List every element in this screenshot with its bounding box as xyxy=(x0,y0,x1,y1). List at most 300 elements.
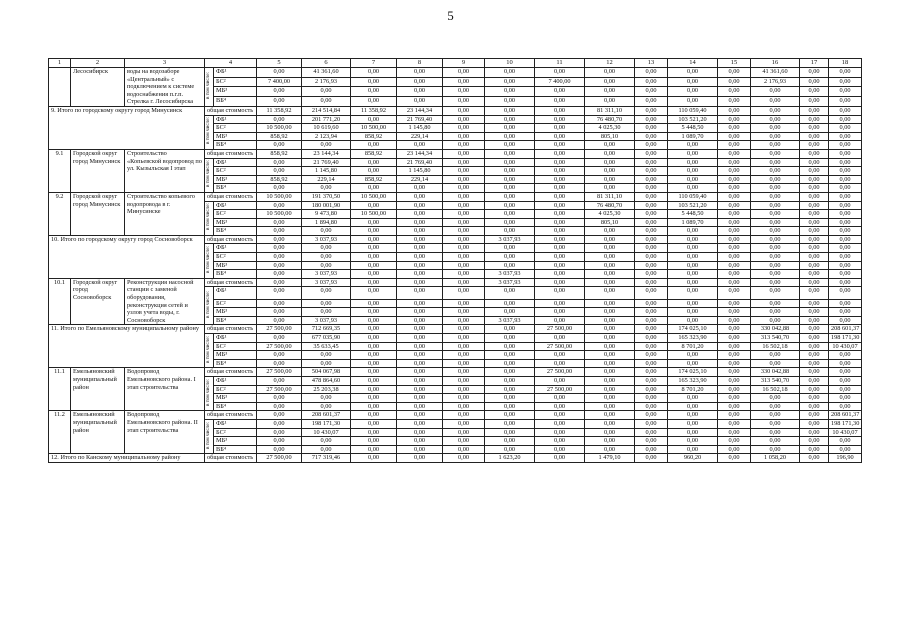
value-cell: 0,00 xyxy=(635,87,668,97)
value-cell: 0,00 xyxy=(800,411,829,420)
value-cell: 0,00 xyxy=(485,97,535,107)
item-number: 11.1 xyxy=(49,368,71,411)
value-cell: 0,00 xyxy=(485,342,535,351)
value-cell: 0,00 xyxy=(800,278,829,287)
value-cell: 0,00 xyxy=(351,115,397,124)
value-cell: 0,00 xyxy=(829,437,862,446)
value-cell: 0,00 xyxy=(829,287,862,299)
value-cell: 0,00 xyxy=(718,106,751,115)
header-cell: 13 xyxy=(635,59,668,68)
value-cell: 0,00 xyxy=(585,77,635,87)
value-cell: 712 669,35 xyxy=(302,325,351,334)
value-cell: 717 319,46 xyxy=(302,454,351,463)
value-cell: 0,00 xyxy=(718,385,751,394)
table-row xyxy=(49,192,862,201)
value-cell: 0,00 xyxy=(718,411,751,420)
value-cell: 0,00 xyxy=(718,210,751,219)
value-cell: 0,00 xyxy=(257,158,302,167)
item-number: 9.1 xyxy=(49,149,71,192)
value-cell: 0,00 xyxy=(751,124,800,133)
value-cell: 0,00 xyxy=(751,115,800,124)
rotated-label-text: в том числе: xyxy=(205,160,212,188)
rotated-label-text: в том числе: xyxy=(205,117,212,145)
funding-source: ФБ¹ xyxy=(214,158,257,167)
value-cell: 0,00 xyxy=(351,287,397,299)
header-cell: 18 xyxy=(829,59,862,68)
value-cell: 0,00 xyxy=(535,270,585,279)
item-number: 10.1 xyxy=(49,278,71,325)
table-row xyxy=(49,454,862,463)
value-cell: 0,00 xyxy=(443,77,485,87)
value-cell: 0,00 xyxy=(585,261,635,270)
rotated-label-text: в том числе: xyxy=(205,378,212,406)
header-cell: 4 xyxy=(205,59,257,68)
value-cell: 0,00 xyxy=(535,227,585,236)
value-cell: 0,00 xyxy=(485,445,535,454)
value-cell: 229,14 xyxy=(397,175,443,184)
value-cell: 0,00 xyxy=(585,141,635,150)
funding-source: общая стоимость xyxy=(205,454,257,463)
value-cell: 0,00 xyxy=(485,402,535,411)
value-cell: 208 601,37 xyxy=(829,325,862,334)
value-cell: 23 144,34 xyxy=(397,149,443,158)
value-cell: 0,00 xyxy=(751,141,800,150)
value-cell: 0,00 xyxy=(535,175,585,184)
value-cell: 0,00 xyxy=(351,77,397,87)
value-cell: 0,00 xyxy=(535,308,585,317)
value-cell: 0,00 xyxy=(585,385,635,394)
value-cell: 0,00 xyxy=(443,253,485,262)
value-cell: 0,00 xyxy=(585,87,635,97)
value-cell: 0,00 xyxy=(397,342,443,351)
value-cell: 0,00 xyxy=(718,68,751,78)
value-cell: 0,00 xyxy=(257,87,302,97)
value-cell: 0,00 xyxy=(800,445,829,454)
header-cell: 7 xyxy=(351,59,397,68)
value-cell: 0,00 xyxy=(302,87,351,97)
value-cell: 76 480,70 xyxy=(585,201,635,210)
value-cell: 0,00 xyxy=(397,87,443,97)
funding-source: МБ³ xyxy=(214,261,257,270)
value-cell: 27 500,00 xyxy=(257,325,302,334)
value-cell: 0,00 xyxy=(443,201,485,210)
value-cell: 27 500,00 xyxy=(257,368,302,377)
value-cell: 330 042,88 xyxy=(751,325,800,334)
funding-table xyxy=(48,58,862,463)
value-cell: 0,00 xyxy=(351,411,397,420)
funding-source: МБ³ xyxy=(214,351,257,360)
funding-source: ВБ⁴ xyxy=(214,316,257,325)
value-cell: 0,00 xyxy=(485,368,535,377)
value-cell: 0,00 xyxy=(718,325,751,334)
value-cell: 0,00 xyxy=(535,149,585,158)
value-cell: 0,00 xyxy=(443,325,485,334)
header-cell: 1 xyxy=(49,59,71,68)
value-cell: 0,00 xyxy=(535,402,585,411)
value-cell: 0,00 xyxy=(800,359,829,368)
funding-source: ВБ⁴ xyxy=(214,227,257,236)
value-cell: 0,00 xyxy=(668,411,718,420)
value-cell: 0,00 xyxy=(302,308,351,317)
value-cell: 0,00 xyxy=(485,77,535,87)
value-cell: 0,00 xyxy=(443,87,485,97)
value-cell: 0,00 xyxy=(585,68,635,78)
value-cell: 0,00 xyxy=(443,445,485,454)
value-cell: 11 358,92 xyxy=(351,106,397,115)
value-cell: 103 521,20 xyxy=(668,115,718,124)
value-cell: 0,00 xyxy=(443,68,485,78)
value-cell: 0,00 xyxy=(829,175,862,184)
value-cell: 0,00 xyxy=(829,244,862,253)
value-cell: 0,00 xyxy=(351,184,397,193)
value-cell: 0,00 xyxy=(718,278,751,287)
value-cell: 0,00 xyxy=(443,316,485,325)
value-cell: 0,00 xyxy=(485,210,535,219)
value-cell: 0,00 xyxy=(718,428,751,437)
value-cell: 0,00 xyxy=(535,201,585,210)
value-cell: 0,00 xyxy=(751,308,800,317)
value-cell: 0,00 xyxy=(535,454,585,463)
in-that-number-label xyxy=(205,419,214,453)
value-cell: 0,00 xyxy=(535,351,585,360)
value-cell: 0,00 xyxy=(351,454,397,463)
value-cell: 0,00 xyxy=(443,149,485,158)
value-cell: 0,00 xyxy=(585,419,635,428)
value-cell: 0,00 xyxy=(635,376,668,385)
value-cell: 0,00 xyxy=(535,411,585,420)
value-cell: 7 400,00 xyxy=(535,77,585,87)
value-cell: 0,00 xyxy=(668,445,718,454)
value-cell: 0,00 xyxy=(585,149,635,158)
value-cell: 0,00 xyxy=(668,351,718,360)
value-cell: 0,00 xyxy=(397,68,443,78)
value-cell: 0,00 xyxy=(800,218,829,227)
value-cell: 0,00 xyxy=(800,124,829,133)
value-cell: 0,00 xyxy=(485,132,535,141)
value-cell: 0,00 xyxy=(718,287,751,299)
value-cell: 0,00 xyxy=(635,308,668,317)
funding-source: ФБ¹ xyxy=(214,334,257,343)
value-cell: 0,00 xyxy=(485,115,535,124)
value-cell: 0,00 xyxy=(302,141,351,150)
value-cell: 0,00 xyxy=(585,227,635,236)
value-cell: 0,00 xyxy=(751,445,800,454)
value-cell: 0,00 xyxy=(829,132,862,141)
value-cell: 0,00 xyxy=(443,402,485,411)
value-cell: 0,00 xyxy=(397,278,443,287)
value-cell: 0,00 xyxy=(751,278,800,287)
value-cell: 0,00 xyxy=(635,227,668,236)
value-cell: 0,00 xyxy=(351,325,397,334)
value-cell: 3 037,93 xyxy=(302,316,351,325)
value-cell: 0,00 xyxy=(485,149,535,158)
value-cell: 0,00 xyxy=(800,402,829,411)
value-cell: 0,00 xyxy=(443,167,485,176)
funding-source: ФБ¹ xyxy=(214,419,257,428)
value-cell: 0,00 xyxy=(800,385,829,394)
value-cell: 1 145,80 xyxy=(302,167,351,176)
value-cell: 0,00 xyxy=(485,175,535,184)
value-cell: 0,00 xyxy=(585,402,635,411)
value-cell: 10 500,00 xyxy=(257,210,302,219)
header-cell: 17 xyxy=(800,59,829,68)
value-cell: 0,00 xyxy=(829,115,862,124)
value-cell: 0,00 xyxy=(351,218,397,227)
value-cell: 0,00 xyxy=(351,351,397,360)
header-cell: 5 xyxy=(257,59,302,68)
value-cell: 0,00 xyxy=(718,77,751,87)
value-cell: 0,00 xyxy=(718,244,751,253)
object-name: Водопровод Емельяновского района. I этап строительства xyxy=(125,368,205,411)
value-cell: 0,00 xyxy=(751,87,800,97)
value-cell: 0,00 xyxy=(397,184,443,193)
value-cell: 0,00 xyxy=(635,334,668,343)
table-row xyxy=(49,106,862,115)
value-cell: 0,00 xyxy=(718,115,751,124)
value-cell: 103 521,20 xyxy=(668,201,718,210)
value-cell: 0,00 xyxy=(443,334,485,343)
value-cell: 0,00 xyxy=(397,308,443,317)
value-cell: 0,00 xyxy=(585,287,635,299)
value-cell: 0,00 xyxy=(443,385,485,394)
value-cell: 0,00 xyxy=(635,149,668,158)
value-cell: 9 473,80 xyxy=(302,210,351,219)
value-cell: 0,00 xyxy=(668,149,718,158)
value-cell: 11 358,92 xyxy=(257,106,302,115)
value-cell: 0,00 xyxy=(635,368,668,377)
value-cell: 0,00 xyxy=(443,115,485,124)
value-cell: 0,00 xyxy=(668,402,718,411)
value-cell: 0,00 xyxy=(485,428,535,437)
value-cell: 0,00 xyxy=(800,368,829,377)
value-cell: 0,00 xyxy=(485,201,535,210)
value-cell: 21 769,40 xyxy=(302,158,351,167)
value-cell: 198 171,30 xyxy=(829,419,862,428)
value-cell: 0,00 xyxy=(485,253,535,262)
value-cell: 10 500,00 xyxy=(351,210,397,219)
value-cell: 81 311,10 xyxy=(585,106,635,115)
value-cell: 0,00 xyxy=(751,299,800,308)
value-cell: 0,00 xyxy=(443,394,485,403)
value-cell: 0,00 xyxy=(397,244,443,253)
value-cell: 0,00 xyxy=(635,235,668,244)
value-cell: 0,00 xyxy=(800,184,829,193)
value-cell: 0,00 xyxy=(351,437,397,446)
value-cell: 0,00 xyxy=(397,376,443,385)
header-row xyxy=(49,59,862,68)
value-cell: 0,00 xyxy=(535,218,585,227)
value-cell: 8 701,20 xyxy=(668,385,718,394)
value-cell: 0,00 xyxy=(535,428,585,437)
value-cell: 0,00 xyxy=(585,235,635,244)
value-cell: 0,00 xyxy=(443,437,485,446)
object-name: воды на водозаборе «Центральный» с подключением к системе водоснабжения п.г.п. Стрелка г. Лесосибирска xyxy=(125,68,205,107)
value-cell: 0,00 xyxy=(397,97,443,107)
group-title: 10. Итого по городскому округу город Сосновоборск xyxy=(49,235,205,278)
value-cell: 0,00 xyxy=(668,428,718,437)
value-cell: 0,00 xyxy=(800,325,829,334)
value-cell: 0,00 xyxy=(668,359,718,368)
value-cell: 0,00 xyxy=(302,253,351,262)
value-cell: 81 311,10 xyxy=(585,192,635,201)
value-cell: 0,00 xyxy=(668,227,718,236)
funding-source: МБ³ xyxy=(214,87,257,97)
in-that-number-label xyxy=(205,68,214,107)
value-cell: 1 089,70 xyxy=(668,218,718,227)
value-cell: 0,00 xyxy=(800,253,829,262)
value-cell: 0,00 xyxy=(800,132,829,141)
value-cell: 0,00 xyxy=(443,428,485,437)
value-cell: 0,00 xyxy=(257,316,302,325)
value-cell: 0,00 xyxy=(718,184,751,193)
value-cell: 0,00 xyxy=(351,334,397,343)
value-cell: 0,00 xyxy=(800,141,829,150)
value-cell: 0,00 xyxy=(397,141,443,150)
value-cell: 0,00 xyxy=(443,192,485,201)
value-cell: 0,00 xyxy=(829,445,862,454)
funding-source: ФБ¹ xyxy=(214,115,257,124)
value-cell: 0,00 xyxy=(443,124,485,133)
item-number xyxy=(49,68,71,107)
value-cell: 0,00 xyxy=(800,351,829,360)
rotated-label-text: в том числе: xyxy=(205,72,212,100)
value-cell: 0,00 xyxy=(668,87,718,97)
in-that-number-label xyxy=(205,158,214,192)
value-cell: 0,00 xyxy=(829,299,862,308)
value-cell: 0,00 xyxy=(635,402,668,411)
value-cell: 0,00 xyxy=(257,184,302,193)
value-cell: 0,00 xyxy=(585,308,635,317)
value-cell: 0,00 xyxy=(443,299,485,308)
value-cell: 0,00 xyxy=(751,351,800,360)
value-cell: 0,00 xyxy=(585,167,635,176)
value-cell: 0,00 xyxy=(751,316,800,325)
value-cell: 0,00 xyxy=(257,437,302,446)
value-cell: 0,00 xyxy=(485,299,535,308)
value-cell: 0,00 xyxy=(635,68,668,78)
value-cell: 0,00 xyxy=(585,368,635,377)
value-cell: 0,00 xyxy=(800,68,829,78)
value-cell: 0,00 xyxy=(351,368,397,377)
value-cell: 0,00 xyxy=(635,158,668,167)
table-row xyxy=(49,149,862,158)
value-cell: 0,00 xyxy=(718,261,751,270)
value-cell: 0,00 xyxy=(829,270,862,279)
territory-name: Городской округ город Сосновоборск xyxy=(71,278,125,325)
group-title: 11. Итого по Емельяновскому муниципальному району xyxy=(49,325,205,368)
value-cell: 0,00 xyxy=(751,359,800,368)
value-cell: 0,00 xyxy=(635,218,668,227)
value-cell: 313 540,70 xyxy=(751,376,800,385)
value-cell: 0,00 xyxy=(535,184,585,193)
value-cell: 0,00 xyxy=(751,132,800,141)
value-cell: 0,00 xyxy=(485,192,535,201)
value-cell: 805,10 xyxy=(585,218,635,227)
value-cell: 0,00 xyxy=(751,244,800,253)
value-cell: 0,00 xyxy=(257,261,302,270)
value-cell: 0,00 xyxy=(535,124,585,133)
value-cell: 10 500,00 xyxy=(351,192,397,201)
value-cell: 23 144,34 xyxy=(302,149,351,158)
value-cell: 0,00 xyxy=(800,167,829,176)
funding-source: МБ³ xyxy=(214,218,257,227)
rotated-label-text: в том числе: xyxy=(205,246,212,274)
value-cell: 0,00 xyxy=(635,132,668,141)
value-cell: 0,00 xyxy=(800,227,829,236)
value-cell: 0,00 xyxy=(800,261,829,270)
funding-source: ВБ⁴ xyxy=(214,270,257,279)
value-cell: 0,00 xyxy=(668,394,718,403)
value-cell: 0,00 xyxy=(443,235,485,244)
value-cell: 0,00 xyxy=(485,227,535,236)
value-cell: 0,00 xyxy=(635,106,668,115)
value-cell: 0,00 xyxy=(257,376,302,385)
territory-name: Городской округ город Минусинск xyxy=(71,149,125,192)
value-cell: 0,00 xyxy=(800,394,829,403)
value-cell: 0,00 xyxy=(397,454,443,463)
value-cell: 0,00 xyxy=(800,316,829,325)
value-cell: 0,00 xyxy=(397,359,443,368)
value-cell: 0,00 xyxy=(397,351,443,360)
value-cell: 0,00 xyxy=(635,77,668,87)
value-cell: 3 037,93 xyxy=(485,270,535,279)
value-cell: 10 430,07 xyxy=(302,428,351,437)
value-cell: 0,00 xyxy=(751,201,800,210)
value-cell: 110 059,40 xyxy=(668,192,718,201)
value-cell: 16 502,18 xyxy=(751,342,800,351)
value-cell: 0,00 xyxy=(718,87,751,97)
value-cell: 0,00 xyxy=(351,316,397,325)
value-cell: 0,00 xyxy=(751,210,800,219)
value-cell: 0,00 xyxy=(718,437,751,446)
value-cell: 0,00 xyxy=(635,244,668,253)
value-cell: 858,92 xyxy=(351,175,397,184)
value-cell: 0,00 xyxy=(800,299,829,308)
value-cell: 0,00 xyxy=(829,316,862,325)
value-cell: 0,00 xyxy=(535,158,585,167)
value-cell: 0,00 xyxy=(751,402,800,411)
header-cell: 12 xyxy=(585,59,635,68)
value-cell: 0,00 xyxy=(668,270,718,279)
value-cell: 198 171,30 xyxy=(302,419,351,428)
value-cell: 0,00 xyxy=(718,308,751,317)
value-cell: 0,00 xyxy=(718,149,751,158)
value-cell: 0,00 xyxy=(635,270,668,279)
value-cell: 0,00 xyxy=(397,235,443,244)
value-cell: 0,00 xyxy=(351,445,397,454)
value-cell: 0,00 xyxy=(668,244,718,253)
value-cell: 0,00 xyxy=(351,376,397,385)
value-cell: 0,00 xyxy=(351,270,397,279)
value-cell: 0,00 xyxy=(718,419,751,428)
value-cell: 0,00 xyxy=(535,141,585,150)
value-cell: 0,00 xyxy=(397,299,443,308)
value-cell: 0,00 xyxy=(829,227,862,236)
value-cell: 0,00 xyxy=(718,132,751,141)
value-cell: 4 025,30 xyxy=(585,210,635,219)
value-cell: 180 001,90 xyxy=(302,201,351,210)
value-cell: 0,00 xyxy=(751,437,800,446)
value-cell: 0,00 xyxy=(302,437,351,446)
value-cell: 0,00 xyxy=(668,175,718,184)
value-cell: 0,00 xyxy=(257,218,302,227)
value-cell: 0,00 xyxy=(443,419,485,428)
value-cell: 0,00 xyxy=(585,411,635,420)
value-cell: 0,00 xyxy=(668,278,718,287)
value-cell: 165 323,90 xyxy=(668,376,718,385)
value-cell: 0,00 xyxy=(257,253,302,262)
value-cell: 0,00 xyxy=(800,192,829,201)
